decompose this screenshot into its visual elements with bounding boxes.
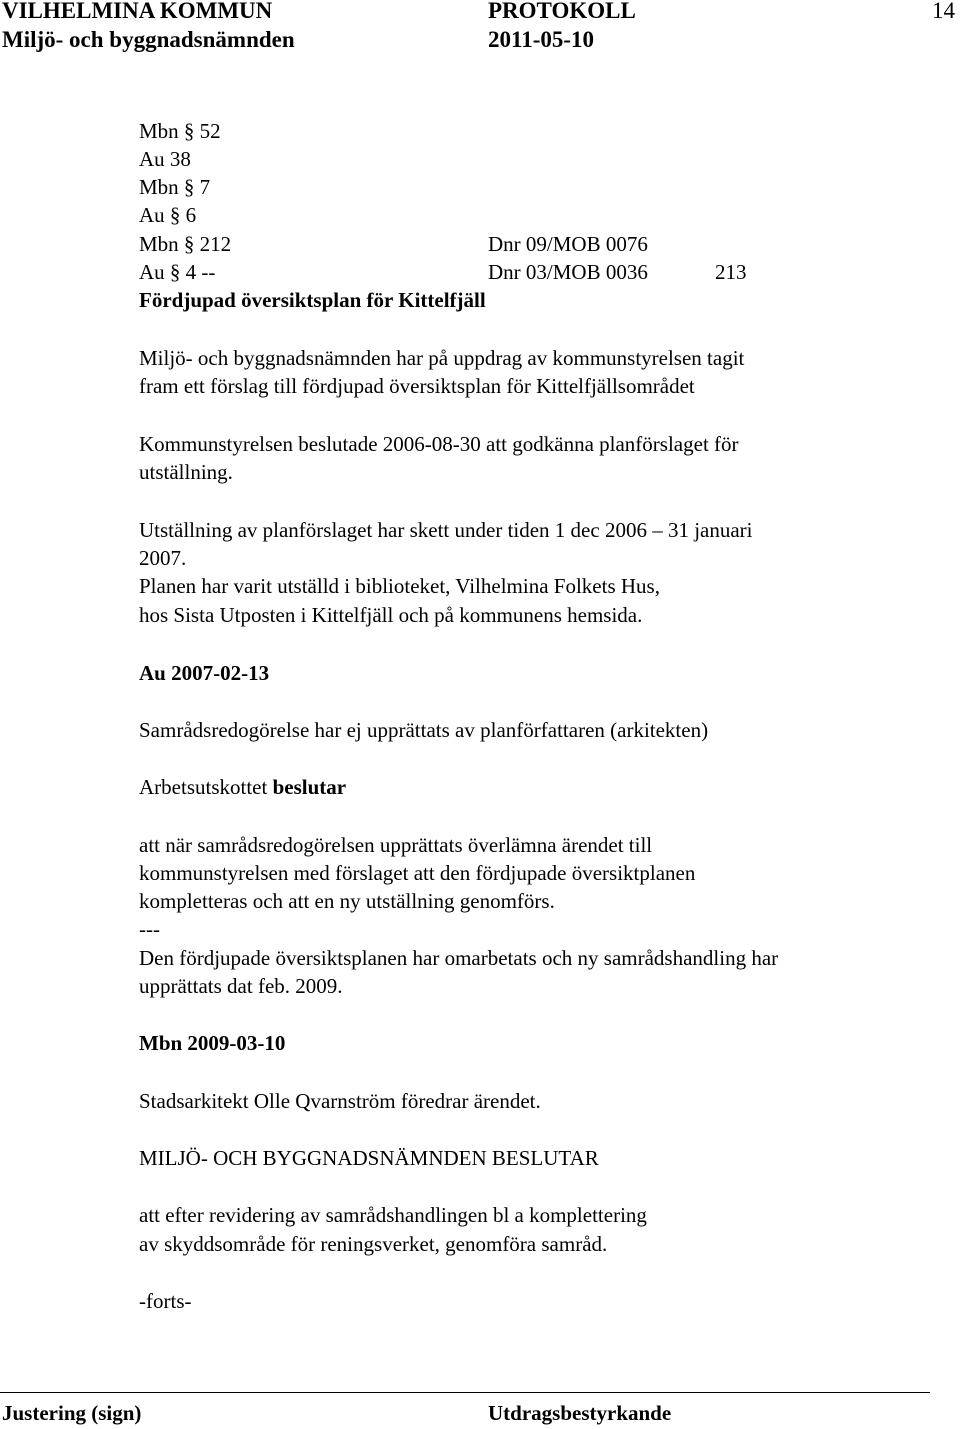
au-heading: Au 2007-02-13 xyxy=(139,661,270,685)
decision-1-line-2: kommunstyrelsen med förslaget att den fördjupade översiktplanen xyxy=(139,861,696,885)
stadsarkitekt-line: Stadsarkitekt Olle Qvarnström föredrar ärendet. xyxy=(139,1089,541,1113)
paragraph-2-line-2: utställning. xyxy=(139,460,233,484)
separator-dashes: --- xyxy=(139,917,160,941)
header-board: Miljö- och byggnadsnämnden xyxy=(2,27,295,52)
header-org: VILHELMINA KOMMUN xyxy=(2,0,273,23)
reference-1: Mbn § 52 xyxy=(139,119,221,143)
paragraph-3-line-2: 2007. xyxy=(139,546,187,570)
reference-5-dnr: Dnr 09/MOB 0076 xyxy=(488,232,648,256)
footer-utdragsbestyrkande: Utdragsbestyrkande xyxy=(488,1401,672,1425)
paragraph-3-line-1: Utställning av planförslaget har skett under tiden 1 dec 2006 – 31 januari xyxy=(139,518,753,542)
beslutar-label: beslutar xyxy=(272,775,347,799)
reference-2: Au 38 xyxy=(139,147,191,171)
decision-2-line-2: av skyddsområde för reningsverket, genomföra samråd. xyxy=(139,1232,608,1256)
paragraph-5-line-1: Den fördjupade översiktsplanen har omarbetats och ny samrådshandling har xyxy=(139,946,779,970)
reference-6-dnr: Dnr 03/MOB 0036 xyxy=(488,260,648,284)
paragraph-4-line-1: Planen har varit utställd i biblioteket, Vilhelmina Folkets Hus, xyxy=(139,574,660,598)
reference-6: Au § 4 -- xyxy=(139,260,216,284)
reference-3: Mbn § 7 xyxy=(139,175,211,199)
reference-5: Mbn § 212 xyxy=(139,232,232,256)
paragraph-1-line-1: Miljö- och byggnadsnämnden har på uppdrag av kommunstyrelsen tagit xyxy=(139,346,745,370)
decision-1-line-1: att när samrådsredogörelsen upprättats överlämna ärendet till xyxy=(139,833,653,857)
mbn-heading: Mbn 2009-03-10 xyxy=(139,1031,286,1055)
header-doc-type: PROTOKOLL xyxy=(488,0,636,23)
reference-6-number: 213 xyxy=(715,260,747,284)
footer-rule xyxy=(0,1392,930,1393)
forts-marker: -forts- xyxy=(139,1289,192,1313)
paragraph-2-line-1: Kommunstyrelsen beslutade 2006-08-30 att godkänna planförslaget för xyxy=(139,432,739,456)
decision-2-line-1: att efter revidering av samrådshandlingen bl a komplettering xyxy=(139,1203,647,1227)
paragraph-1-line-2: fram ett förslag till fördjupad översiktsplan för Kittelfjällsområdet xyxy=(139,374,695,398)
beslut-heading: MILJÖ- OCH BYGGNADSNÄMNDEN BESLUTAR xyxy=(139,1146,599,1170)
page-number: 14 xyxy=(932,0,955,23)
paragraph-4-line-2: hos Sista Utposten i Kittelfjäll och på kommunens hemsida. xyxy=(139,603,643,627)
paragraph-5-line-2: upprättats dat feb. 2009. xyxy=(139,974,343,998)
document-title: Fördjupad översiktsplan för Kittelfjäll xyxy=(139,288,486,312)
samrad-paragraph: Samrådsredogörelse har ej upprättats av planförfattaren (arkitekten) xyxy=(139,718,709,742)
decision-1-line-3: kompletteras och att en ny utställning genomförs. xyxy=(139,889,555,913)
footer-justering: Justering (sign) xyxy=(2,1401,142,1425)
header-date: 2011-05-10 xyxy=(488,27,595,52)
reference-4: Au § 6 xyxy=(139,203,197,227)
arbetsutskottet-line xyxy=(139,773,346,801)
arbetsutskottet-label: Arbetsutskottet xyxy=(139,775,268,799)
